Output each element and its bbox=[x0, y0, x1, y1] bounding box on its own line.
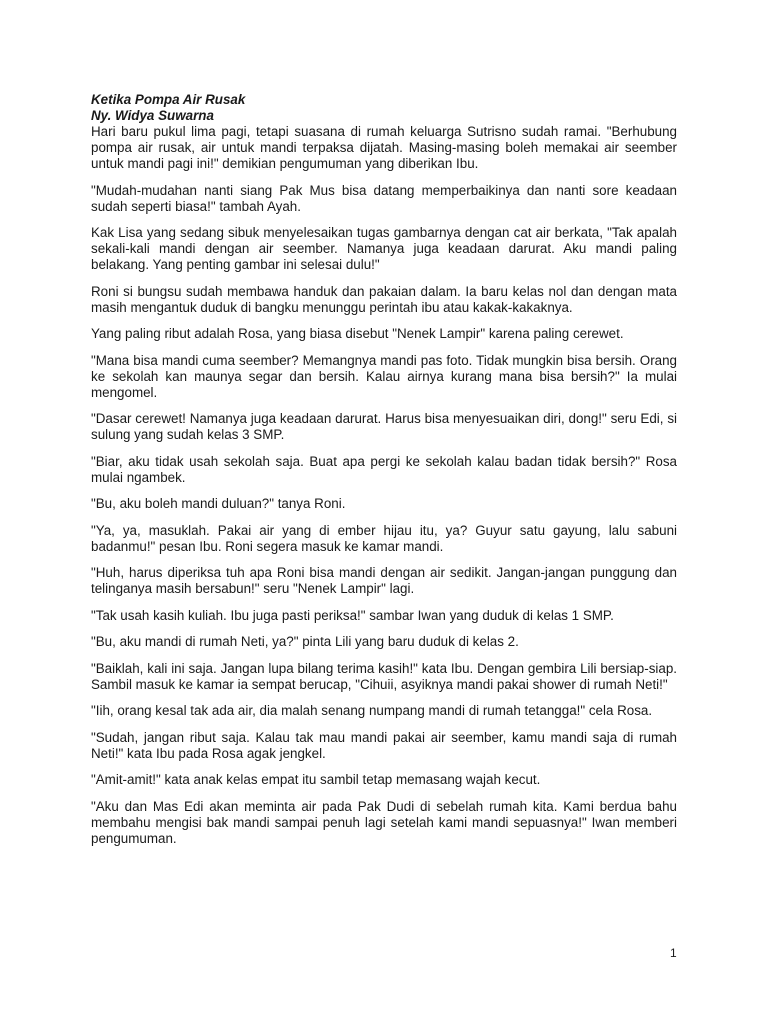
paragraph: "Sudah, jangan ribut saja. Kalau tak mau mandi pakai air seember, kamu mandi saja di rumah Neti!" kata Ibu pada Rosa agak jengkel. bbox=[91, 729, 677, 761]
paragraph: "Mana bisa mandi cuma seember? Memangnya mandi pas foto. Tidak mungkin bisa bersih. Orang ke sekolah kan maunya segar dan bersih. Kalau airnya kurang mana bisa bersih?" Ia mulai mengomel. bbox=[91, 352, 677, 400]
story-title: Ketika Pompa Air Rusak bbox=[91, 92, 246, 107]
paragraph: "Dasar cerewet! Namanya juga keadaan darurat. Harus bisa menyesuaikan diri, dong!" seru Edi, si sulung yang sudah kelas 3 SMP. bbox=[91, 411, 677, 442]
paragraph: "Ya, ya, masuklah. Pakai air yang di ember hijau itu, ya? Guyur satu gayung, lalu sabuni badanmu!" pesan Ibu. Roni segera masuk ke kamar mandi. bbox=[91, 522, 677, 554]
paragraph: "Amit-amit!" kata anak kelas empat itu sambil tetap memasang wajah kecut. bbox=[91, 772, 541, 787]
paragraph: "Bu, aku mandi di rumah Neti, ya?" pinta Lili yang baru duduk di kelas 2. bbox=[91, 634, 519, 649]
document-page bbox=[91, 92, 677, 857]
paragraph: Kak Lisa yang sedang sibuk menyelesaikan tugas gambarnya dengan cat air berkata, "Tak apalah sekali-kali mandi dengan air seember. Namanya juga keadaan darurat. Aku mandi paling belakang. Yang penting gambar ini selesai dulu!" bbox=[91, 225, 677, 272]
paragraph: "Mudah-mudahan nanti siang Pak Mus bisa datang memperbaikinya dan nanti sore keadaan sudah seperti biasa!" tambah Ayah. bbox=[91, 182, 677, 214]
paragraph: "Biar, aku tidak usah sekolah saja. Buat apa pergi ke sekolah kalau badan tidak bersih?" Rosa mulai ngambek. bbox=[91, 453, 677, 485]
page-number: 1 bbox=[670, 946, 677, 960]
story-author: Ny. Widya Suwarna bbox=[91, 108, 214, 123]
paragraph: "Aku dan Mas Edi akan meminta air pada Pak Dudi di sebelah rumah kita. Kami berdua bahu membahu mengisi bak mandi sampai penuh lagi setelah kami mandi sepuasnya!" Iwan memberi pengumuman. bbox=[91, 798, 677, 846]
paragraph: "Iih, orang kesal tak ada air, dia malah senang numpang mandi di rumah tetangga!" cela Rosa. bbox=[91, 703, 653, 718]
paragraph: "Bu, aku boleh mandi duluan?" tanya Roni. bbox=[91, 496, 346, 511]
paragraph: "Baiklah, kali ini saja. Jangan lupa bilang terima kasih!" kata Ibu. Dengan gembira Lili bersiap-siap. Sambil masuk ke kamar ia sempat berucap, "Cihuii, asyiknya mandi pakai shower di rumah Neti!" bbox=[91, 660, 677, 692]
paragraph: "Huh, harus diperiksa tuh apa Roni bisa mandi dengan air sedikit. Jangan-jangan punggung dan telinganya masih bersabun!" seru "Nenek Lampir" lagi. bbox=[91, 565, 677, 596]
paragraph: Roni si bungsu sudah membawa handuk dan pakaian dalam. Ia baru kelas nol dan dengan mata masih mengantuk duduk di bangku menunggu perintah ibu atau kakak-kakaknya. bbox=[91, 283, 677, 315]
paragraph: "Tak usah kasih kuliah. Ibu juga pasti periksa!" sambar Iwan yang duduk di kelas 1 SMP. bbox=[91, 607, 614, 623]
paragraph: Yang paling ribut adalah Rosa, yang biasa disebut "Nenek Lampir" karena paling cerewet. bbox=[91, 326, 624, 341]
paragraph: Hari baru pukul lima pagi, tetapi suasana di rumah keluarga Sutrisno sudah ramai. "Berhubung pompa air rusak, air untuk mandi terpaksa dijatah. Masing-masing boleh memakai air seember untuk mandi pagi ini!" demikian pengumuman yang diberikan Ibu. bbox=[91, 124, 677, 171]
